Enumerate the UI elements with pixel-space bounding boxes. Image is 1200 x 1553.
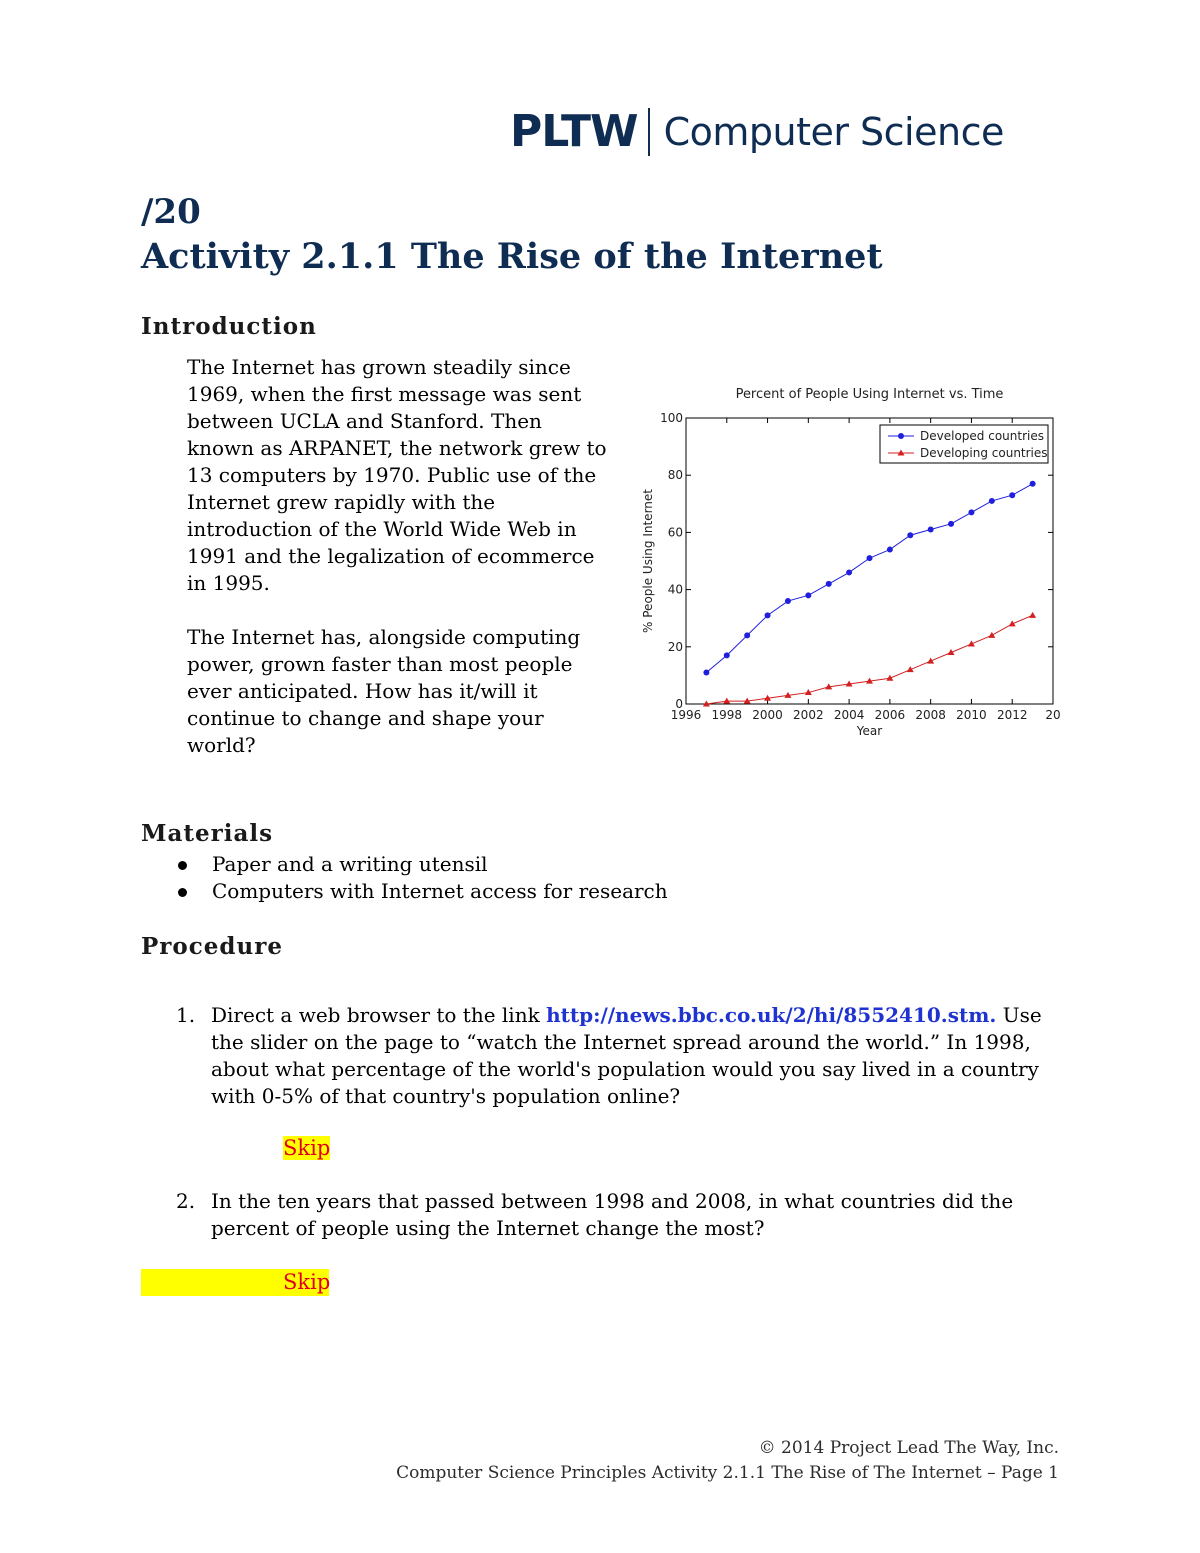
answer-1-text: Skip: [283, 1136, 331, 1160]
material-item-label: Computers with Internet access for research: [212, 879, 668, 903]
pltw-logo: [510, 104, 1004, 160]
footer-copyright: © 2014 Project Lead The Way, Inc.: [758, 1438, 1059, 1458]
data-point: [805, 592, 811, 598]
data-point: [928, 527, 934, 533]
logo-divider: [648, 108, 650, 156]
x-tick-label: 2004: [833, 708, 865, 722]
bullet-icon: [178, 861, 187, 870]
logo-subject: Computer Science: [663, 110, 1004, 154]
y-tick-label: 100: [660, 411, 683, 425]
intro-paragraph-1: The Internet has grown steadily since 1969, when the first message was sent between UCLA and Stanford. Then known as ARPANET, the network grew to 13 computers by 1970. Public use of the Internet grew rapidly with the introduction of the World Wide Web in 1991 and the legalization of ecommerce in 1995.: [187, 355, 607, 595]
list-item: [178, 851, 668, 878]
data-point: [846, 569, 852, 575]
y-tick-label: 20: [667, 639, 683, 654]
x-tick-label: 2010: [956, 708, 987, 722]
materials-list: [178, 851, 668, 905]
legend-label: Developed countries: [920, 429, 1044, 443]
question-number: 2.: [176, 1189, 196, 1213]
x-tick-label: 20: [1045, 708, 1061, 722]
data-point: [724, 652, 730, 658]
x-tick-label: 2006: [874, 708, 906, 722]
x-tick-label: 2002: [793, 708, 824, 722]
x-tick-label: 1998: [711, 708, 743, 722]
data-point: [988, 632, 995, 638]
x-tick-label: 2008: [915, 708, 946, 722]
question-text: [211, 1002, 1076, 1110]
data-point: [907, 532, 913, 538]
question-2: [176, 1188, 1076, 1242]
introduction-heading: Introduction: [141, 313, 317, 340]
data-point: [887, 547, 893, 553]
list-item: [178, 878, 668, 905]
data-point: [765, 612, 771, 618]
answer-1: [283, 1135, 330, 1162]
y-tick-label: 60: [667, 525, 683, 540]
data-point: [1009, 492, 1015, 498]
data-point: [948, 521, 954, 527]
y-axis-label: % People Using Internet: [641, 489, 655, 633]
bullet-icon: [178, 888, 187, 897]
question-text: In the ten years that passed between 1998 and 2008, in what countries did the percent of people using the Internet change the most?: [211, 1189, 1014, 1240]
data-point: [826, 581, 832, 587]
question-number: 1.: [176, 1003, 196, 1027]
answer-2: Skip: [283, 1270, 331, 1294]
data-point: [785, 598, 791, 604]
introduction-text: [187, 354, 607, 759]
materials-heading: Materials: [141, 820, 274, 847]
x-tick-label: 2000: [752, 708, 783, 722]
bbc-link[interactable]: http://news.bbc.co.uk/2/hi/8552410.stm.: [546, 1003, 997, 1027]
data-point: [968, 509, 974, 515]
internet-usage-chart: [628, 378, 1068, 742]
data-point: [744, 632, 750, 638]
x-axis-label: Year: [856, 724, 883, 738]
data-point: [1030, 481, 1036, 487]
page-title: Activity 2.1.1 The Rise of the Internet: [141, 236, 883, 277]
data-point: [1029, 612, 1036, 618]
data-point: [867, 555, 873, 561]
y-tick-label: 0: [675, 697, 683, 711]
x-tick-label: 2012: [996, 708, 1028, 722]
chart-title: Percent of People Using Internet vs. Time: [735, 387, 1004, 402]
logo-brand: PLTW: [510, 106, 638, 157]
series-line: [706, 615, 1032, 704]
legend-marker: [898, 433, 904, 439]
question-1-prefix: Direct a web browser to the link: [211, 1003, 547, 1027]
y-tick-label: 40: [667, 582, 683, 597]
data-point: [703, 670, 709, 676]
legend-label: Developing countries: [920, 446, 1048, 460]
x-tick-label: 1996: [670, 708, 702, 722]
question-1: [176, 1002, 1076, 1110]
series-line: [706, 484, 1032, 673]
data-point: [989, 498, 995, 504]
material-item-label: Paper and a writing utensil: [212, 852, 488, 876]
score-total: /20: [141, 192, 201, 232]
procedure-heading: Procedure: [141, 933, 283, 960]
y-tick-label: 80: [667, 468, 683, 483]
question-1-body: Use the slider on the page to “watch the Internet spread around the world.” In 1998, about what percentage of the world's population would you say lived in a country with 0-5% of that country's population online?: [211, 1003, 1042, 1108]
footer-page-info: Computer Science Principles Activity 2.1.1 The Rise of The Internet – Page 1: [396, 1463, 1059, 1483]
intro-paragraph-2: The Internet has, alongside computing power, grown faster than most people ever anticipated. How has it/will it continue to change and shape your world?: [187, 625, 581, 757]
